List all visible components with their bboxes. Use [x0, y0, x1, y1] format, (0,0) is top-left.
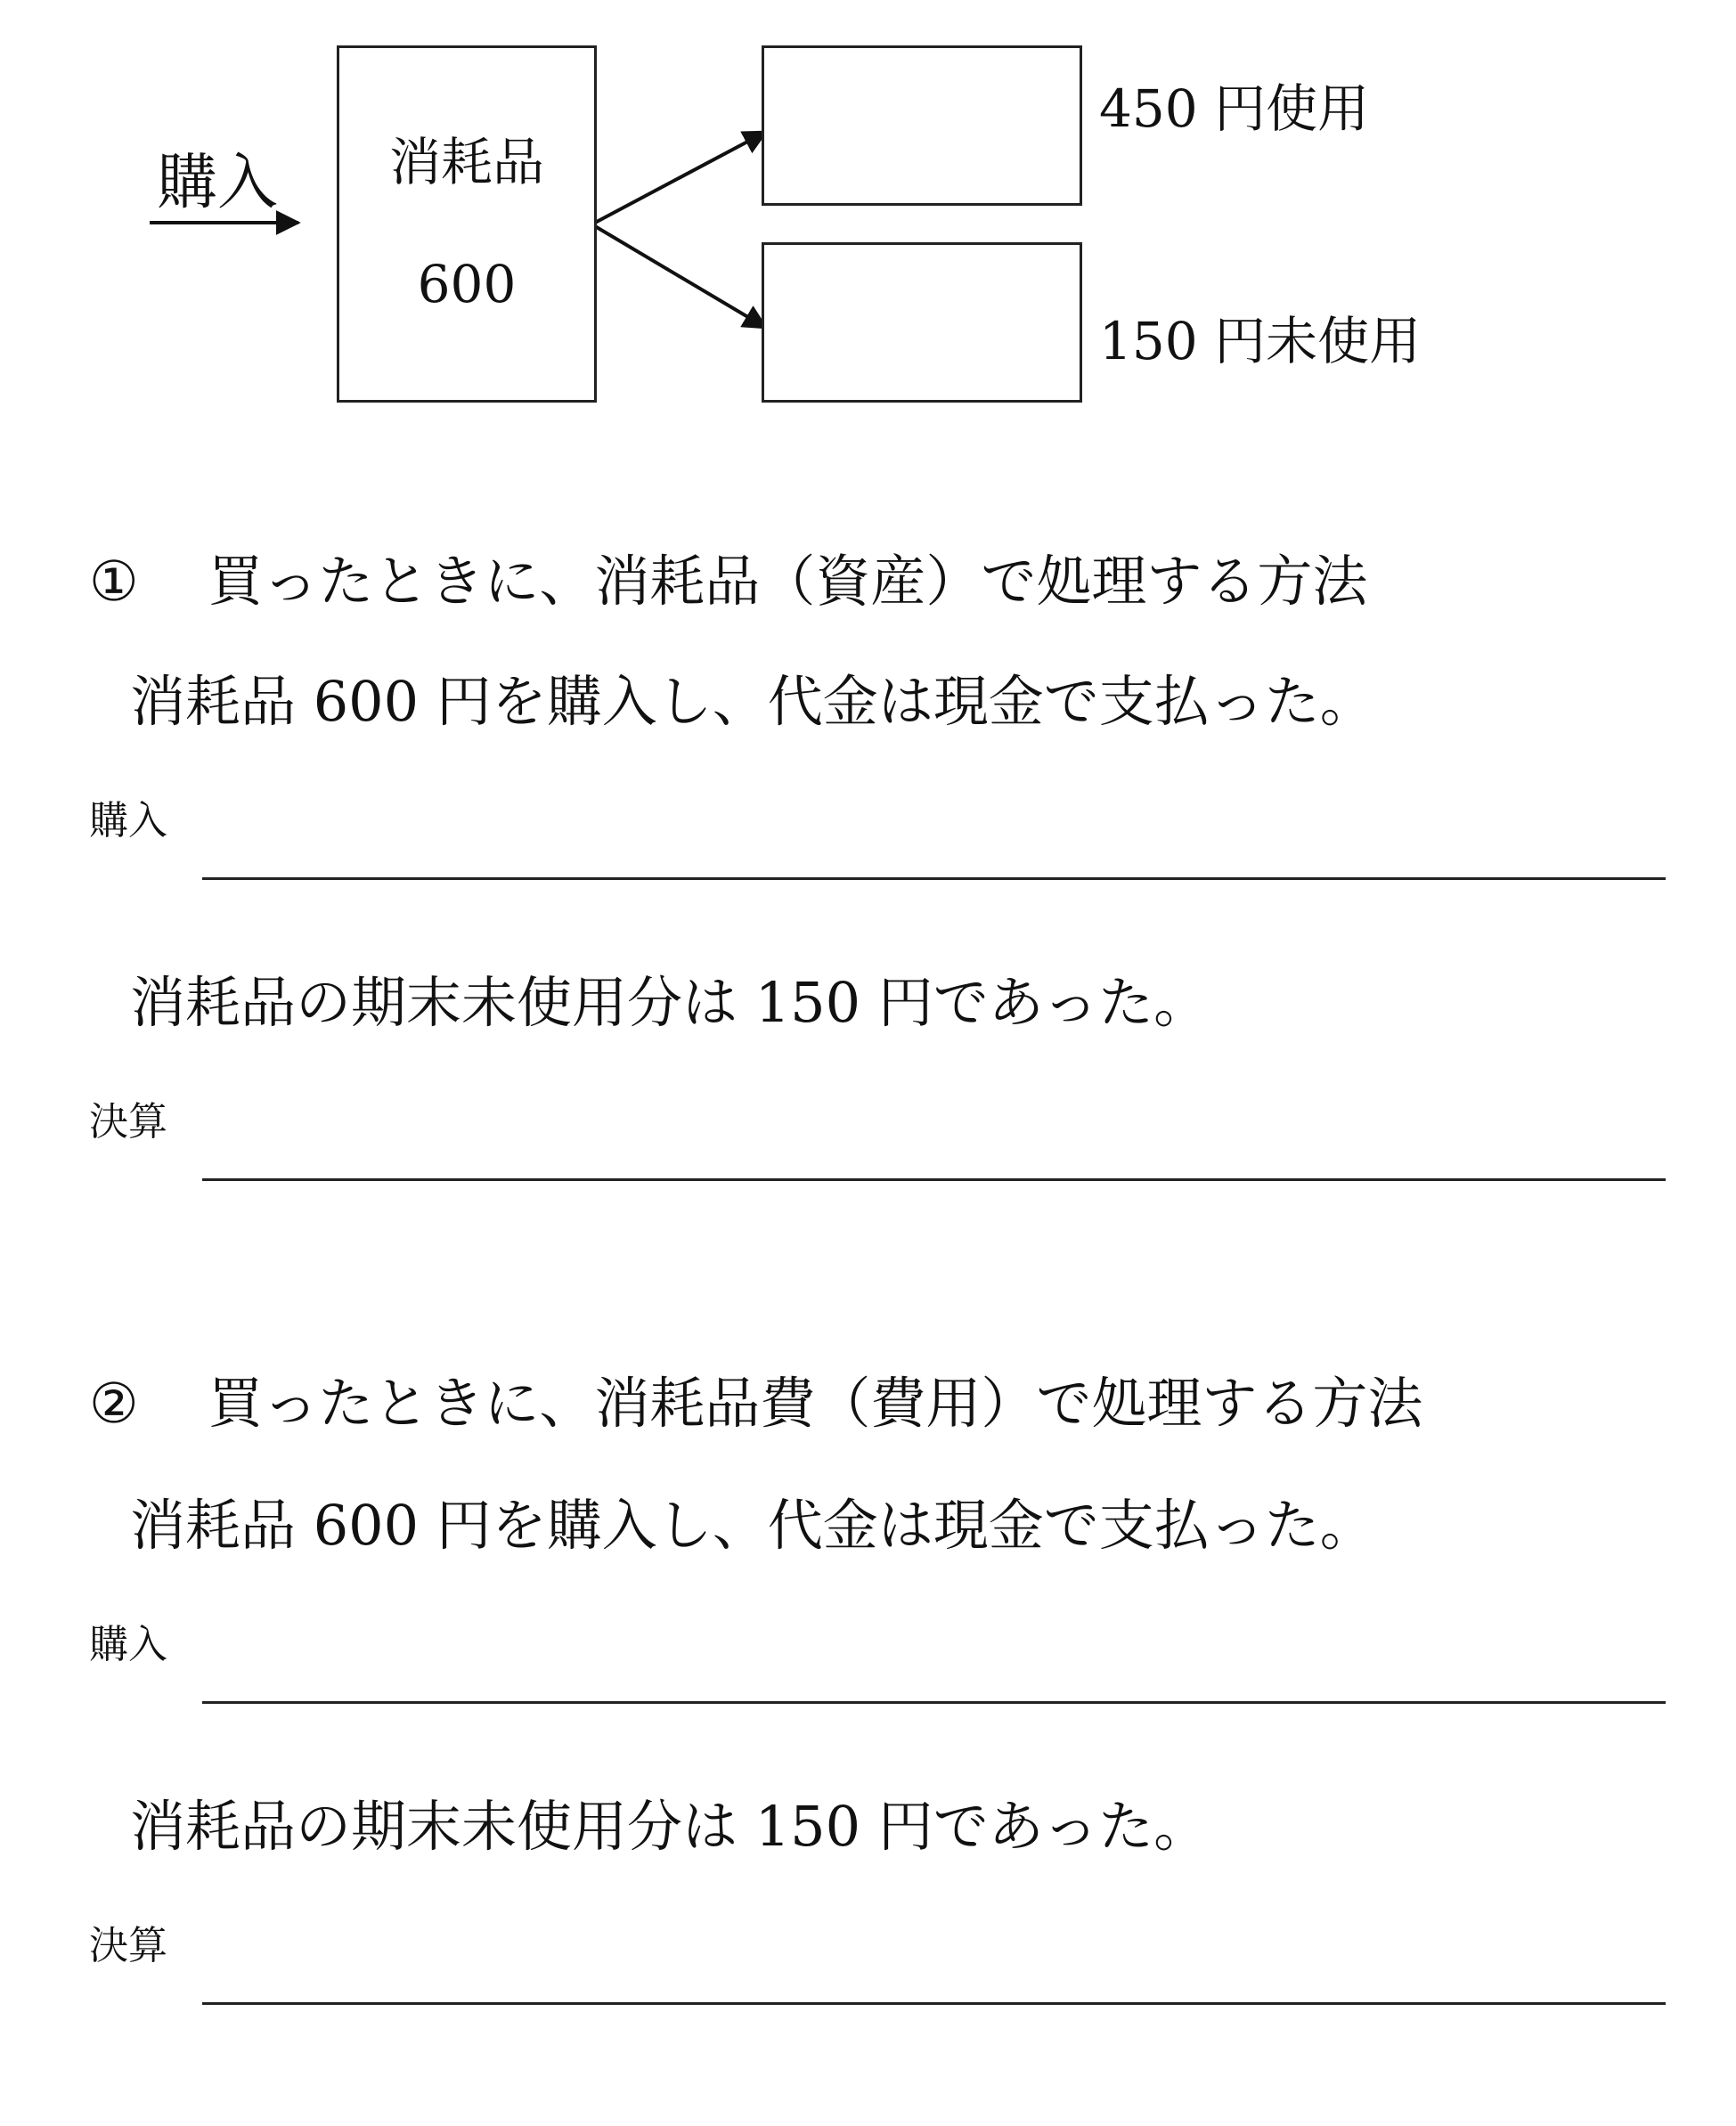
diagram-purchase-label: 購入	[157, 148, 279, 218]
section-2-title: 買ったときに、消耗品費（費用）で処理する方法	[208, 1371, 1423, 1436]
section-1-number: ①	[89, 549, 139, 614]
section-1-heading	[89, 549, 1368, 614]
section-1-title: 買ったときに、消耗品（資産）で処理する方法	[208, 549, 1368, 614]
section-2-purchase-answer-line[interactable]	[202, 1701, 1666, 1704]
used-arrow	[595, 132, 766, 223]
section-2-closing-problem: 消耗品の期末未使用分は 150 円であった。	[130, 1794, 1210, 1859]
unused-amount-label: 150 円未使用	[1099, 311, 1422, 371]
unused-arrow	[595, 226, 766, 328]
section-1-closing-problem: 消耗品の期末未使用分は 150 円であった。	[130, 970, 1210, 1035]
supplies-box-amount: 600	[417, 254, 517, 314]
used-box	[762, 45, 1082, 206]
section-1-purchase-label: 購入	[89, 798, 167, 843]
section-2-closing-answer-line[interactable]	[202, 2002, 1666, 2005]
section-1-closing-answer-line[interactable]	[202, 1178, 1666, 1181]
section-1-purchase-problem: 消耗品 600 円を購入し、代金は現金で支払った。	[130, 669, 1375, 734]
supplies-box-name: 消耗品	[388, 132, 544, 192]
section-2-number: ②	[89, 1371, 139, 1436]
section-2-closing-label: 決算	[89, 1923, 167, 1968]
unused-box	[762, 242, 1082, 403]
used-amount-label: 450 円使用	[1099, 78, 1370, 139]
section-1-closing-label: 決算	[89, 1099, 167, 1144]
supplies-box	[337, 45, 597, 403]
section-2-heading	[89, 1371, 1423, 1436]
section-2-purchase-problem: 消耗品 600 円を購入し、代金は現金で支払った。	[130, 1493, 1375, 1558]
section-1-purchase-answer-line[interactable]	[202, 877, 1666, 880]
section-2-purchase-label: 購入	[89, 1622, 167, 1667]
